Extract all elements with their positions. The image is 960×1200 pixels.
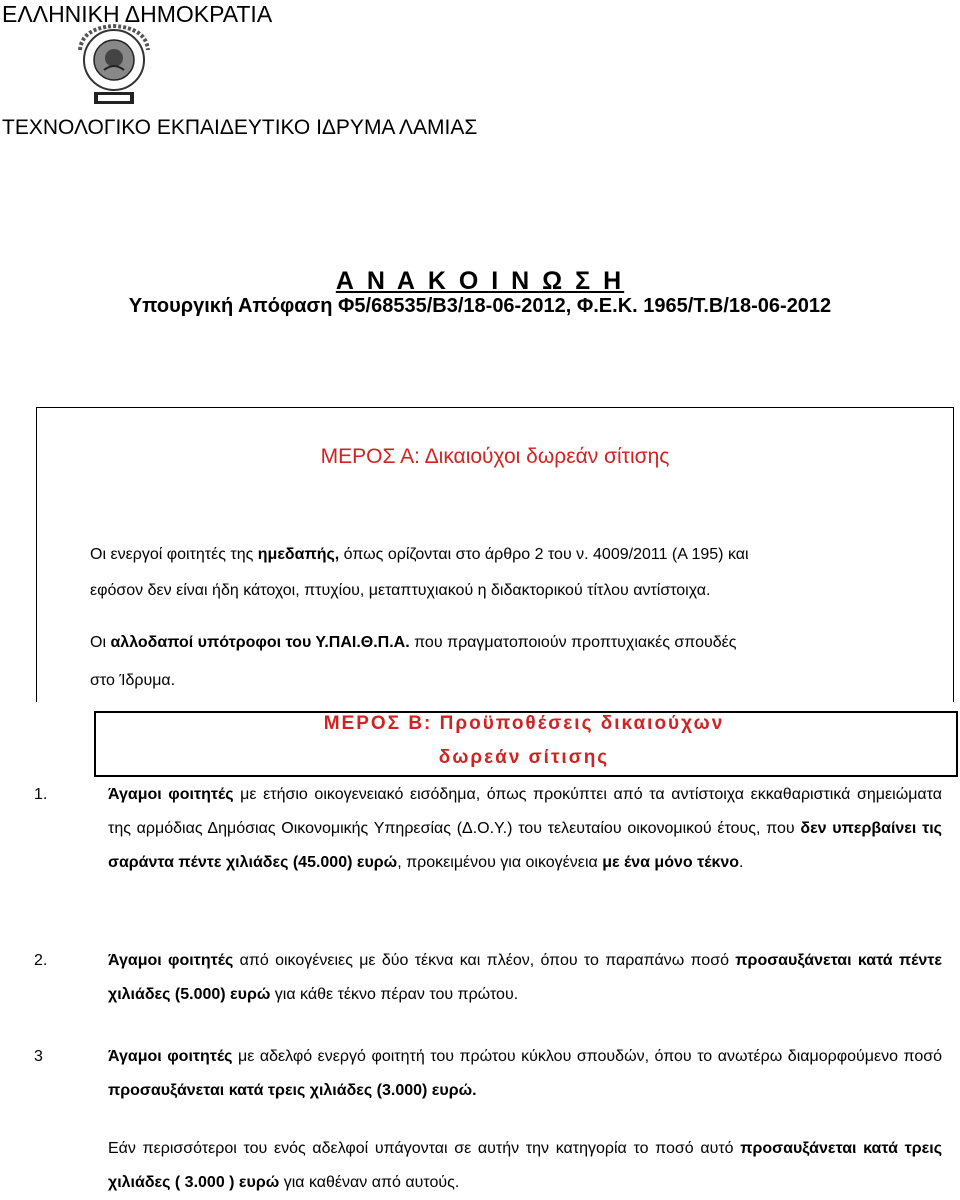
institution-logo — [68, 20, 160, 108]
part-a-paragraph-1-line-1 — [90, 540, 749, 570]
item-2-bold-3: προσαυξάνεται κατά πέντε χιλιάδες (5.000) ευρώ — [108, 952, 943, 1003]
item-3-number: 3 — [34, 1048, 43, 1065]
announcement-subtitle: Υπουργική Απόφαση Φ5/68535/Β3/18-06-2012, Φ.Ε.Κ. 1965/Τ.Β/18-06-2012 — [128, 295, 832, 317]
announcement-title: Α Ν Α Κ Ο Ι Ν Ω Σ Η — [335, 267, 625, 295]
item-3-bold-3: προσαυξάνεται κατά τρεις χιλιάδες (3.000) ευρώ. — [108, 1082, 477, 1099]
part-a-paragraph-2-line-2: στο Ίδρυμα. — [90, 672, 176, 689]
part-a-p2-text-c: που πραγματοποιούν προπτυχιακές σπουδές — [409, 634, 737, 651]
part-a-p1-text-a: Οι ενεργοί φοιτητές της — [90, 546, 258, 563]
part-a-p1-text-c: όπως ορίζονται στο άρθρο 2 του ν. 4009/2011 (Α 195) και — [339, 546, 749, 563]
part-a-paragraph-1-line-2: εφόσον δεν είναι ήδη κάτοχοι, πτυχίου, μεταπτυχιακού η διδακτορικού τίτλου αντίστοιχα. — [90, 582, 711, 599]
part-a-title: ΜΕΡΟΣ Α: Δικαιούχοι δωρεάν σίτισης — [320, 445, 670, 468]
part-a-p2-text-a: Οι — [90, 634, 111, 651]
item-3-extra-a: Εάν περισσότεροι του ενός αδελφοί υπάγονται σε αυτήν την κατηγορία το ποσό αυτό — [108, 1140, 741, 1157]
item-1-text-6: . — [739, 854, 744, 871]
item-3-extra-bold: προσαυξάνεται κατά τρεις χιλιάδες ( 3.000 ) ευρώ — [108, 1140, 943, 1191]
item-2-bold-1: Άγαμοι φοιτητές — [108, 952, 234, 969]
part-b-title-line-2: δωρεάν σίτισης — [438, 747, 610, 768]
item-1-text — [108, 778, 942, 880]
item-3-text-2: με αδελφό ενεργό φοιτητή του πρώτου κύκλου σπουδών, όπου το ανωτέρω διαμορφούμενο ποσό — [232, 1048, 943, 1065]
part-a-p1-bold: ημεδαπής, — [257, 546, 340, 563]
item-3-bold-1: Άγαμοι φοιτητές — [108, 1048, 233, 1065]
item-1-bold-5: με ένα μόνο τέκνο — [602, 854, 740, 871]
item-3-text — [108, 1040, 942, 1108]
item-2-text — [108, 944, 942, 1012]
institution-name: ΤΕΧΝΟΛΟΓΙΚΟ ΕΚΠΑΙΔΕΥΤΙΚΟ ΙΔΡΥΜΑ ΛΑΜΙΑΣ — [2, 116, 478, 139]
part-b-title-line-1: ΜΕΡΟΣ Β: Προϋποθέσεις δικαιούχων — [323, 713, 725, 734]
item-2-text-2: από οικογένειες με δύο τέκνα και πλέον, όπου το παραπάνω ποσό — [233, 952, 736, 969]
item-1-bold-1: Άγαμοι φοιτητές — [108, 786, 234, 803]
item-3-extra-text — [108, 1132, 942, 1200]
header-country: ΕΛΛΗΝΙΚΗ ΔΗΜΟΚΡΑΤΙΑ — [2, 1, 273, 27]
item-1-number: 1. — [34, 786, 48, 803]
item-3-extra-c: για καθέναν από αυτούς. — [279, 1174, 460, 1191]
item-2-text-4: για κάθε τέκνο πέραν του πρώτου. — [270, 986, 519, 1003]
part-a-paragraph-2-line-1 — [90, 628, 737, 658]
item-1-bold-3: δεν υπερβαίνει τις σαράντα πέντε χιλιάδες (45.000) ευρώ — [108, 820, 942, 871]
item-1-text-4: , προκειμένου για οικογένεια — [397, 854, 603, 871]
item-2-number: 2. — [34, 952, 48, 969]
part-a-p2-bold: αλλοδαποί υπότροφοι του Υ.ΠΑΙ.Θ.Π.Α. — [110, 634, 410, 651]
item-1-text-2: με ετήσιο οικογενειακό εισόδημα, όπως προκύπτει από τα αντίστοιχα εκκαθαριστικά σημειώματα της αρμόδιας Δημόσιας Οικονομικής Υπηρεσίας (Δ.Ο.Υ.) του τελευταίου οικονομικού έτους, που — [108, 786, 943, 837]
